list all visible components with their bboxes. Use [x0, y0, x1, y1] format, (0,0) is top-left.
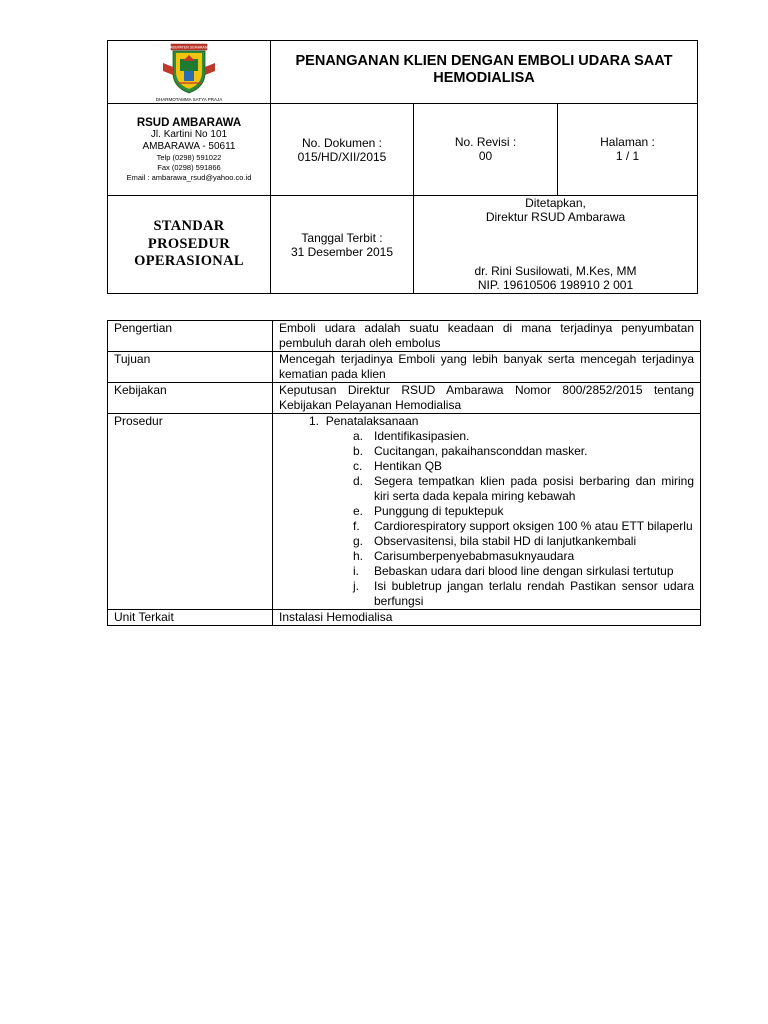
list-marker: e.	[353, 504, 364, 518]
institution-address-2: AMBARAWA - 50611	[142, 140, 236, 152]
tujuan-label: Tujuan	[108, 352, 273, 383]
prosedur-content	[273, 414, 701, 610]
document-number-label: No. Dokumen :	[301, 135, 383, 150]
list-item	[353, 564, 694, 579]
sop-title-cell	[108, 196, 271, 294]
table-row	[108, 352, 701, 383]
list-marker: a.	[353, 429, 364, 443]
pengertian-label: Pengertian	[108, 321, 273, 352]
institution-phone: Telp (0298) 591022	[156, 152, 222, 162]
kebijakan-text: Keputusan Direktur RSUD Ambarawa Nomor 800/2852/2015 tentang Kebijakan Pelayanan Hemodialisa	[273, 383, 701, 414]
logo-cell	[108, 41, 271, 104]
prosedur-label: Prosedur	[108, 414, 273, 610]
district-emblem-icon	[108, 43, 270, 103]
signatory-block	[414, 264, 697, 292]
list-marker: g.	[353, 534, 364, 548]
revision-label: No. Revisi :	[454, 135, 517, 149]
revision-cell	[414, 104, 558, 196]
page-number-label: Halaman :	[600, 135, 655, 149]
institution-address-1: Jl. Kartini No 101	[150, 128, 228, 140]
page-number-cell	[558, 104, 698, 196]
list-item-text: Bebaskan udara dari blood line dengan sirkulasi tertutup	[374, 564, 674, 578]
sop-title-line-3: OPERASIONAL	[134, 253, 244, 270]
list-item-text: Carisumberpenyebabmasuknyaudara	[374, 549, 575, 563]
step-heading	[279, 414, 694, 429]
procedure-content-table	[107, 320, 701, 626]
issue-date-value: 31 Desember 2015	[290, 244, 394, 259]
step-title: Penatalaksanaan	[325, 414, 419, 428]
pengertian-text: Emboli udara adalah suatu keadaan di mana terjadinya penyumbatan pembuluh darah oleh embolus	[273, 321, 701, 352]
list-item	[353, 504, 694, 519]
issue-date-cell	[271, 196, 414, 294]
institution-email: Email : ambarawa_rsud@yahoo.co.id	[126, 172, 252, 182]
list-item	[353, 444, 694, 459]
list-item-text: Observasitensi, bila stabil HD di lanjutkankembali	[374, 534, 637, 548]
list-item-text: Cucitangan, pakaihansconddan masker.	[374, 444, 588, 458]
institution-fax: Fax (0298) 591866	[157, 162, 221, 172]
list-item-text: Punggung di tepuktepuk	[374, 504, 504, 518]
list-item-text: Identifikasipasien.	[374, 429, 470, 443]
sop-title-line-2: PROSEDUR	[147, 235, 231, 252]
list-item	[353, 474, 694, 504]
document-header-table	[107, 40, 698, 294]
approval-line-1: Ditetapkan,	[525, 196, 586, 210]
list-marker: h.	[353, 549, 364, 563]
list-marker: d.	[353, 474, 364, 488]
list-item	[353, 549, 694, 564]
list-item	[353, 534, 694, 549]
document-title: PENANGANAN KLIEN DENGAN EMBOLI UDARA SAAT HEMODIALISA	[295, 53, 673, 86]
signatory-nip: NIP. 19610506 198910 2 001	[477, 278, 634, 292]
institution-cell	[108, 104, 271, 196]
emblem-motto: DHARMOTAMMA SATYA PRAJA	[155, 97, 223, 102]
unit-terkait-text: Instalasi Hemodialisa	[273, 610, 701, 626]
kebijakan-label: Kebijakan	[108, 383, 273, 414]
title-cell	[271, 41, 698, 104]
list-item	[353, 429, 694, 444]
sop-title-line-1: STANDAR	[153, 218, 225, 235]
list-item-text: Cardiorespiratory support oksigen 100 % atau ETT bilaperlu	[374, 519, 693, 533]
list-marker: c.	[353, 459, 363, 473]
unit-terkait-label: Unit Terkait	[108, 610, 273, 626]
page-number-value: 1 / 1	[615, 149, 640, 163]
step-number: 1.	[309, 414, 320, 428]
list-marker: i.	[353, 564, 359, 578]
document-number-cell	[271, 104, 414, 196]
list-item-text: Segera tempatkan klien pada posisi berbaring dan miring kiri serta dada kepala miring kebawah	[374, 474, 694, 503]
approval-line-2: Direktur RSUD Ambarawa	[485, 210, 626, 224]
list-marker: b.	[353, 444, 364, 458]
table-row	[108, 383, 701, 414]
list-item-text: Hentikan QB	[374, 459, 443, 473]
list-marker: j.	[353, 579, 359, 593]
tujuan-text: Mencegah terjadinya Emboli yang lebih banyak serta mencegah terjadinya kematian pada klien	[273, 352, 701, 383]
list-item	[353, 579, 694, 609]
emblem-banner-text: KABUPATEN SEMARANG	[167, 45, 211, 50]
document-number-value: 015/HD/XII/2015	[297, 149, 387, 164]
table-row	[108, 414, 701, 610]
revision-value: 00	[478, 149, 493, 163]
list-item	[353, 459, 694, 474]
list-item	[353, 519, 694, 534]
procedure-step-list	[279, 429, 694, 609]
institution-name: RSUD AMBARAWA	[136, 116, 242, 129]
issue-date-label: Tanggal Terbit :	[301, 230, 383, 245]
list-item-text: Isi bubletrup jangan terlalu rendah Pastikan sensor udara berfungsi	[374, 579, 694, 608]
table-row	[108, 610, 701, 626]
table-row	[108, 321, 701, 352]
approval-cell	[414, 196, 698, 294]
list-marker: f.	[353, 519, 360, 533]
approval-heading	[414, 196, 697, 224]
signatory-name: dr. Rini Susilowati, M.Kes, MM	[474, 264, 637, 278]
